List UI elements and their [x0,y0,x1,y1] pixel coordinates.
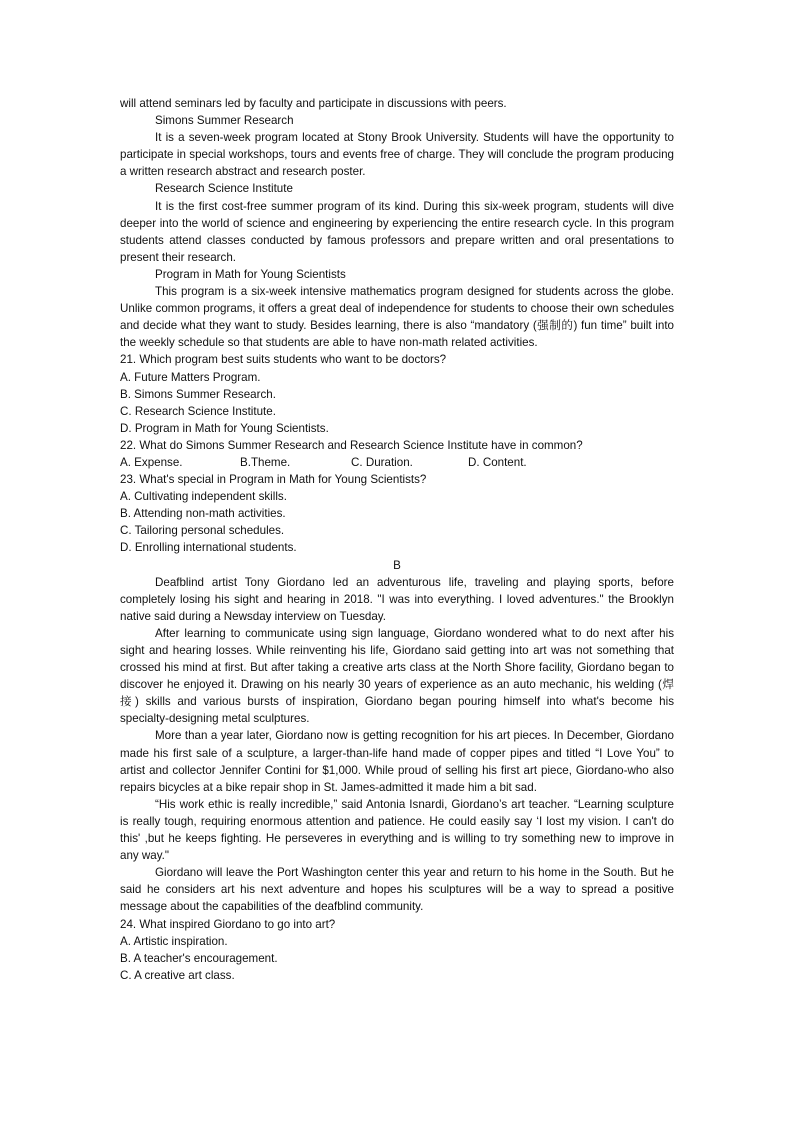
question-21-option-a: A. Future Matters Program. [120,370,261,384]
program-heading-simons: Simons Summer Research [155,114,294,128]
program-heading-math: Program in Math for Young Scientists [155,267,346,281]
question-24-option-c: C. A creative art class. [120,968,235,982]
program-description-simons: It is a seven-week program located at Stony Brook University. Students will have the opportunity to participate in special workshops, tours and events free of charge. They will conclude the program producing a written research abstract and research poster. [120,131,674,179]
program-description-math: This program is a six-week intensive mathematics program designed for students across the globe. Unlike common programs, it offers a great deal of independence for students to choose their own schedules and decide what they want to study. Besides learning, there is also “mandatory (强制的) fun time” built into the weekly schedule so that students are able to have non-math related activities. [120,285,674,350]
exam-page [120,95,674,984]
question-24-stem: 24. What inspired Giordano to go into art? [120,917,336,931]
program-heading-rsi: Research Science Institute [155,182,293,196]
question-22-option-d: D. Content. [468,455,527,469]
question-23-option-a: A. Cultivating independent skills. [120,490,287,504]
question-22-options [120,454,674,471]
question-23-option-b: B. Attending non-math activities. [120,507,286,521]
question-21-option-b: B. Simons Summer Research. [120,387,276,401]
question-24-option-b: B. A teacher's encouragement. [120,951,278,965]
question-21-option-d: D. Program in Math for Young Scientists. [120,421,329,435]
passage-b-paragraph-5: Giordano will leave the Port Washington center this year and return to his home in the South. But he said he considers art his next adventure and hopes his sculptures will be a way to spread a positive message about the capabilities of the deafblind community. [120,866,674,914]
passage-b-label: B [393,558,401,572]
passage-b-paragraph-3: More than a year later, Giordano now is getting recognition for his art pieces. In December, Giordano made his first sale of a sculpture, a larger-than-life hand made of copper pipes and titled “I Love You” to artist and collector Jennifer Contini for $1,000. While proud of selling his first art piece, Giordano-who also repairs bicycles at a bike repair shop in St. James-admitted it made him a bit sad. [120,729,674,794]
passage-a-intro-line: will attend seminars led by faculty and participate in discussions with peers. [120,97,507,110]
question-22-option-b: B.Theme. [240,455,291,469]
question-23-option-d: D. Enrolling international students. [120,541,297,555]
question-22-stem: 22. What do Simons Summer Research and Research Science Institute have in common? [120,438,583,452]
passage-b-paragraph-1: Deafblind artist Tony Giordano led an adventurous life, traveling and playing sports, before completely losing his sight and hearing in 2018. "I was into everything. I loved adventures." the Brooklyn native said during a Newsday interview on Tuesday. [120,575,674,623]
question-22-option-c: C. Duration. [351,455,413,469]
program-description-rsi: It is the first cost-free summer program of its kind. During this six-week program, students will dive deeper into the world of science and engineering by experiencing the entire research cycle. In this program students attend classes conducted by famous professors and prepare written and oral presentations to present their research. [120,199,674,264]
question-23-option-c: C. Tailoring personal schedules. [120,524,285,538]
question-21-option-c: C. Research Science Institute. [120,404,276,418]
question-24-option-a: A. Artistic inspiration. [120,934,228,948]
question-23-stem: 23. What's special in Program in Math for Young Scientists? [120,473,427,487]
passage-b-paragraph-2: After learning to communicate using sign language, Giordano wondered what to do next after his sight and hearing losses. While reinventing his life, Giordano said getting into art was not something that crossed his mind at first. But after taking a creative arts class at the North Shore facility, Giordano began to discover he enjoyed it. Drawing on his nearly 30 years of experience as an auto mechanic, his welding (焊接) skills and various bursts of inspiration, Giordano began pouring himself into what's become his specialty-designing metal sculptures. [120,626,674,726]
passage-b-paragraph-4: “His work ethic is really incredible,” said Antonia Isnardi, Giordano’s art teacher. “Learning sculpture is really tough, requiring enormous attention and patience. He could easily say ‘I lost my vision. I can't do this' ,but he keeps fighting. He perseveres in everything and is willing to try something new to improve in any way." [120,797,674,863]
question-21-stem: 21. Which program best suits students who want to be doctors? [120,353,447,367]
question-22-option-a: A. Expense. [120,455,183,469]
